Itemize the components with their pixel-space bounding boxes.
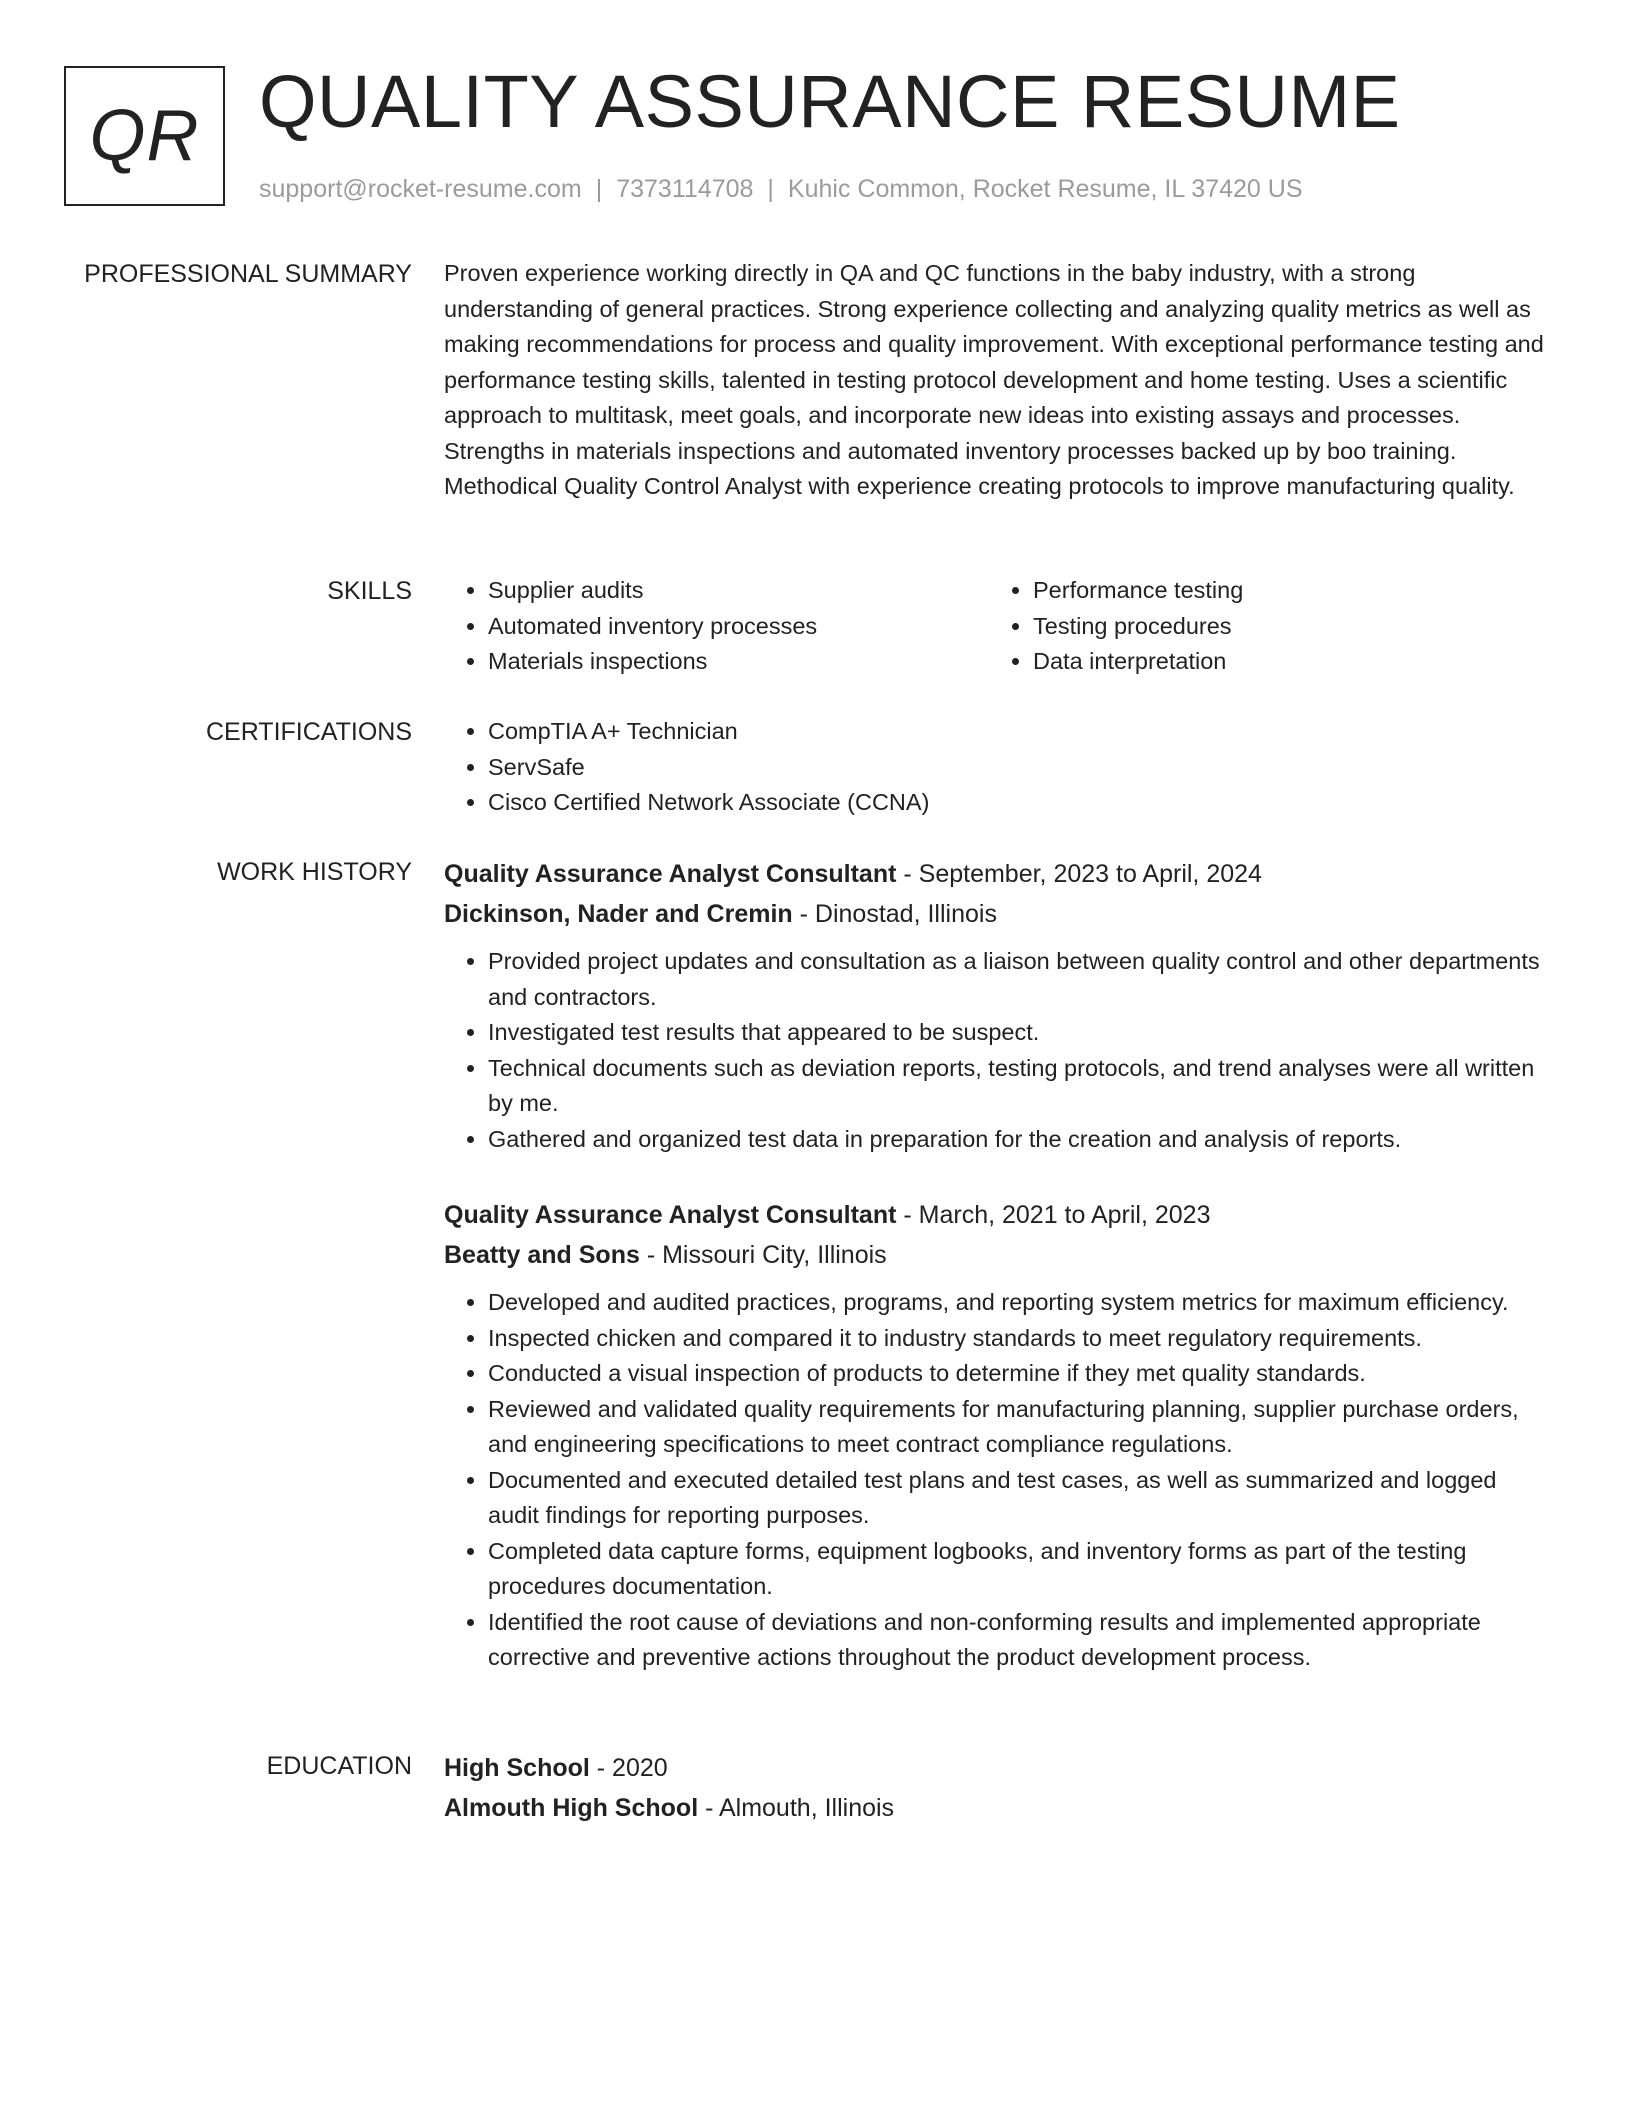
job-dates: - March, 2021 to April, 2023	[896, 1201, 1211, 1229]
job-dates: - September, 2023 to April, 2024	[896, 860, 1262, 888]
summary-body	[444, 256, 1544, 505]
job-duty: • Technical documents such as deviation reports, testing protocols, and trend analyses were all written by me.	[488, 1051, 1544, 1122]
job-location: - Missouri City, Illinois	[639, 1241, 887, 1269]
skill-item: • Testing procedures	[1033, 609, 1534, 645]
job-duty: • Developed and audited practices, programs, and reporting system metrics for maximum efficiency.	[488, 1285, 1544, 1321]
skills-column-right	[989, 573, 1534, 680]
job-duty: • Conducted a visual inspection of products to determine if they met quality standards.	[488, 1356, 1544, 1392]
education-location: - Almouth, Illinois	[698, 1794, 895, 1822]
job-company-line	[444, 894, 1544, 934]
skills-list	[444, 573, 1544, 680]
summary-text: Proven experience working directly in QA and QC functions in the baby industry, with a strong understanding of general practices. Strong experience collecting and analyzing quality metrics as well as making recommendations for process and quality improvement. With exceptional performance testing and performance testing skills, talented in testing protocol development and home testing. Uses a scientific approach to multitask, meet goals, and incorporate new ideas into existing assays and processes. Strengths in materials inspections and automated inventory processes backed up by boo training. Methodical Quality Control Analyst with experience creating protocols to improve manufacturing quality.	[444, 260, 1544, 499]
job-title-line	[444, 854, 1544, 894]
skill-item: • Performance testing	[1033, 573, 1534, 609]
job-title-line	[444, 1195, 1544, 1235]
job-entry	[444, 854, 1544, 1157]
certification-item: • Cisco Certified Network Associate (CCNA)	[488, 785, 1544, 821]
education-year: - 2020	[589, 1754, 668, 1782]
job-title: Quality Assurance Analyst Consultant	[444, 1201, 897, 1229]
skill-item: • Automated inventory processes	[488, 609, 989, 645]
job-duty: • Documented and executed detailed test plans and test cases, as well as summarized and logged audit findings for reporting purposes.	[488, 1463, 1544, 1534]
work-history-label: WORK HISTORY	[217, 858, 412, 886]
job-duty: • Identified the root cause of deviations and non-conforming results and implemented appropriate corrective and preventive actions throughout the product development process.	[488, 1605, 1544, 1676]
contact-address: Kuhic Common, Rocket Resume, IL 37420 US	[787, 175, 1303, 203]
job-duty: • Reviewed and validated quality requirements for manufacturing planning, supplier purchase orders, and engineering specifications to meet contract compliance regulations.	[488, 1392, 1544, 1463]
contact-phone[interactable]: 7373114708	[616, 175, 754, 203]
contact-separator: |	[767, 175, 774, 203]
skills-column-left	[444, 573, 989, 680]
certification-item: • ServSafe	[488, 750, 1544, 786]
summary-label: PROFESSIONAL SUMMARY	[84, 260, 412, 288]
certification-item: • CompTIA A+ Technician	[488, 714, 1544, 750]
certifications-list	[444, 714, 1544, 821]
job-company-line	[444, 1235, 1544, 1275]
skills-label: SKILLS	[327, 577, 412, 605]
job-company: Dickinson, Nader and Cremin	[444, 900, 793, 928]
education-degree-line	[444, 1748, 1544, 1788]
skill-item: • Data interpretation	[1033, 644, 1534, 680]
job-entry	[444, 1195, 1544, 1676]
certifications-label: CERTIFICATIONS	[205, 718, 412, 746]
job-duties	[444, 1285, 1544, 1676]
job-duty: • Inspected chicken and compared it to industry standards to meet regulatory requirements.	[488, 1321, 1544, 1357]
education-label: EDUCATION	[266, 1752, 412, 1780]
education-body	[444, 1748, 1544, 1838]
job-duty: • Provided project updates and consultation as a liaison between quality control and other departments and contractors.	[488, 944, 1544, 1015]
education-degree: High School	[444, 1754, 590, 1782]
skill-item: • Materials inspections	[488, 644, 989, 680]
certifications-body	[444, 714, 1544, 821]
job-duty: • Investigated test results that appeared to be suspect.	[488, 1015, 1544, 1051]
contact-email[interactable]: support@rocket-resume.com	[259, 175, 582, 203]
job-duties	[444, 944, 1544, 1157]
job-company: Beatty and Sons	[444, 1241, 640, 1269]
monogram-logo: QR	[64, 66, 225, 206]
page-title: QUALITY ASSURANCE RESUME	[259, 60, 1401, 143]
skill-item: • Supplier audits	[488, 573, 989, 609]
work-history-body	[444, 854, 1544, 1676]
job-duty: • Gathered and organized test data in preparation for the creation and analysis of reports.	[488, 1122, 1544, 1158]
contact-separator: |	[595, 175, 603, 203]
contact-line	[259, 172, 1303, 206]
job-title: Quality Assurance Analyst Consultant	[444, 860, 897, 888]
job-location: - Dinostad, Illinois	[792, 900, 997, 928]
education-school-line	[444, 1788, 1544, 1828]
job-duty: • Completed data capture forms, equipment logbooks, and inventory forms as part of the testing procedures documentation.	[488, 1534, 1544, 1605]
education-school: Almouth High School	[444, 1794, 699, 1822]
